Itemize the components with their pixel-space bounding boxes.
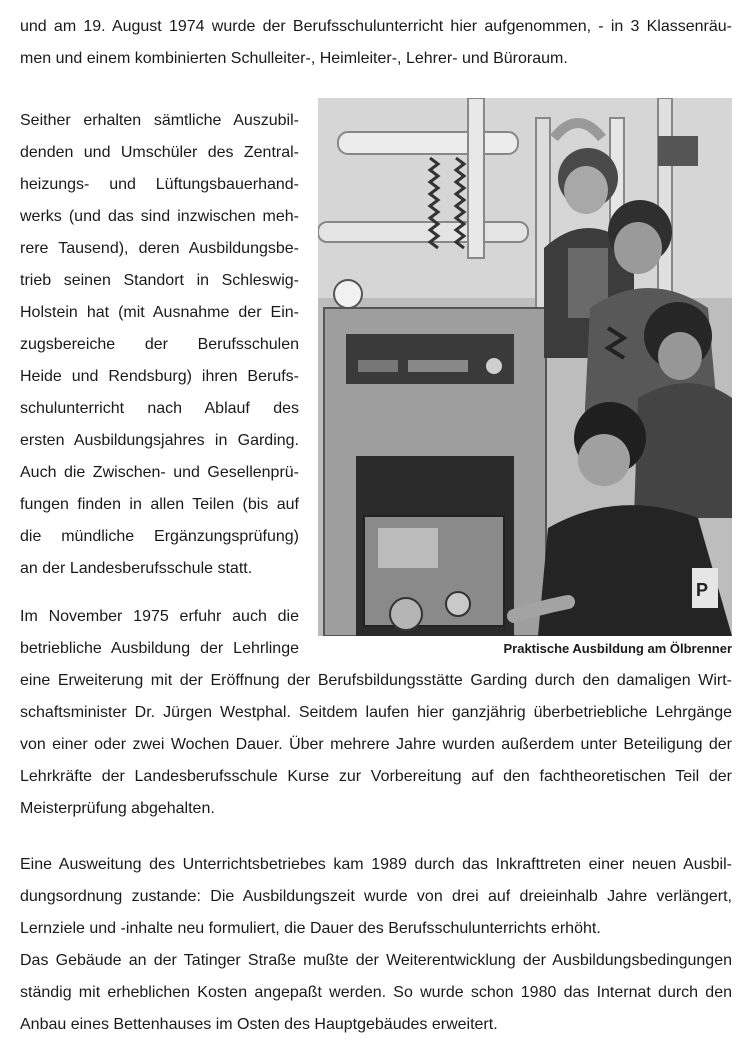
text-line: Im November 1975 erfuhr auch die [20,608,299,625]
svg-text:P: P [696,580,709,600]
text-line: werks (und das sind inzwischen meh- [20,208,299,225]
text-line: dungsordnung zustande: Die Ausbildungszeit wurde von drei auf dreieinhalb Jahre verlängert, [20,888,732,905]
text-line: von einer oder zwei Wochen Dauer. Über mehrere Jahre wurden außerdem unter Beteiligung der [20,736,732,753]
text-line: Holstein hat (mit Ausnahme der Ein- [20,304,299,321]
photo-oil-burner-training [318,98,732,636]
text-line: Meisterprüfung abgehalten. [20,800,215,817]
text-line: fungen finden in allen Teilen (bis auf [20,496,299,513]
text-line: zugsbereiche der Berufsschulen [20,336,299,353]
text-line: ersten Ausbildungsjahres in Garding. [20,432,299,449]
text-line: heizungs- und Lüftungsbauerhand- [20,176,299,193]
text-line: rere Tausend), deren Ausbildungsbe- [20,240,299,257]
photo-illustration [318,98,732,636]
text-line: die mündliche Ergänzungsprüfung) [20,528,299,545]
text-line: men und einem kombinierten Schulleiter-, Heimleiter-, Lehrer- und Büroraum. [20,50,568,67]
text-line: trieb seinen Standort in Schleswig- [20,272,299,289]
text-line: und am 19. August 1974 wurde der Berufsschulunterricht hier aufgenommen, - in 3 Klassenräu- [20,18,732,35]
text-line: Seither erhalten sämtliche Auszubil- [20,112,299,129]
text-line: ständig mit erheblichen Kosten angepaßt werden. So wurde schon 1980 das Internat durch den [20,984,732,1001]
text-line: Lernziele und -inhalte neu formuliert, die Dauer des Berufsschulunterrichts erhöht. [20,920,601,937]
text-line: eine Erweiterung mit der Eröffnung der Berufsbildungsstätte Garding durch den damaligen Wirt- [20,672,732,689]
text-line: betriebliche Ausbildung der Lehrlinge [20,640,299,657]
text-line: Das Gebäude an der Tatinger Straße mußte der Weiterentwicklung der Ausbildungsbedingungen [20,952,732,969]
text-line: Heide und Rendsburg) ihren Berufs- [20,368,299,385]
text-line: denden und Umschüler des Zentral- [20,144,299,161]
text-line: Anbau eines Bettenhauses im Osten des Hauptgebäudes erweitert. [20,1016,498,1033]
text-line: Auch die Zwischen- und Gesellenprü- [20,464,299,481]
text-line: Lehrkräfte der Landesberufsschule Kurse zur Vorbereitung auf den fachtheoretischen Teil der [20,768,732,785]
text-line: schulunterricht nach Ablauf des [20,400,299,417]
text-line: schaftsminister Dr. Jürgen Westphal. Seitdem laufen hier ganzjährig überbetriebliche Lehrgänge [20,704,732,721]
photo-caption: Praktische Ausbildung am Ölbrenner [503,641,732,656]
text-line: Eine Ausweitung des Unterrichtsbetriebes kam 1989 durch das Inkrafttreten einer neuen Ausbil- [20,856,732,873]
text-line: an der Landesberufsschule statt. [20,560,253,577]
